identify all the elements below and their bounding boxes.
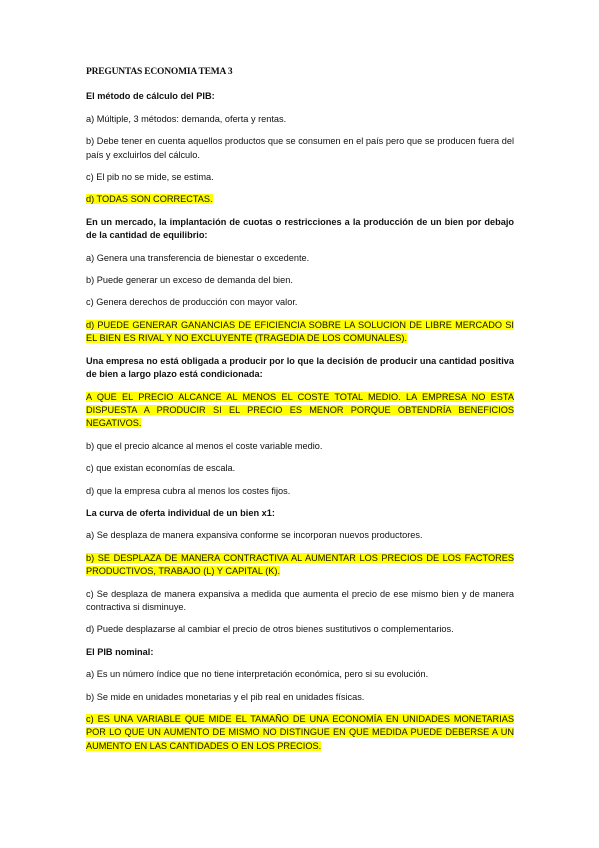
answer-option bbox=[86, 296, 514, 309]
answer-option bbox=[86, 252, 514, 265]
question-text: El PIB nominal: bbox=[86, 646, 154, 657]
option-text: a) Múltiple, 3 métodos: demanda, oferta y rentas. bbox=[86, 113, 287, 124]
answer-option bbox=[86, 588, 514, 615]
option-text: b) que el precio alcance al menos el coste variable medio. bbox=[86, 440, 323, 451]
question-text: En un mercado, la implantación de cuotas o restricciones a la producción de un bien por debajo de la cantidad de equilibrio: bbox=[86, 216, 514, 241]
correct-answer-option bbox=[86, 319, 514, 346]
option-text: d) PUEDE GENERAR GANANCIAS DE EFICIENCIA SOBRE LA SOLUCION DE LIBRE MERCADO SI EL BIEN ES RIVAL Y NO EXCLUYENTE (TRAGEDIA DE LOS COMUNALES). bbox=[86, 319, 514, 344]
answer-option bbox=[86, 274, 514, 287]
option-text: a) Es un número índice que no tiene interpretación económica, pero si su evolución. bbox=[86, 669, 429, 680]
option-text: a) Genera una transferencia de bienestar o excedente. bbox=[86, 252, 310, 263]
question-text: La curva de oferta individual de un bien x1: bbox=[86, 507, 275, 518]
option-text: c) ES UNA VARIABLE QUE MIDE EL TAMAÑO DE UNA ECONOMÍA EN UNIDADES MONETARIAS POR LO QUE UN AUMENTO DE MISMO NO DISTINGUE EN QUE MEDIDA PUEDE DEBERSE A UN AUMENTO EN LAS CANTIDADES O EN LOS PRECIOS. bbox=[86, 714, 514, 751]
option-text: d) que la empresa cubra al menos los costes fijos. bbox=[86, 485, 291, 496]
option-text: b) Debe tener en cuenta aquellos productos que se consumen en el país pero que se producen fuera del país y excluirlos del cálculo. bbox=[86, 136, 514, 160]
answer-option bbox=[86, 623, 514, 636]
answer-option bbox=[86, 440, 514, 453]
option-text: A QUE EL PRECIO ALCANCE AL MENOS EL COSTE TOTAL MEDIO. LA EMPRESA NO ESTA DISPUESTA A PRODUCIR SI EL PRECIO ES MENOR PORQUE OBTENDRÍA BENEFICIOS NEGATIVOS. bbox=[86, 391, 514, 429]
option-text: c) Se desplaza de manera expansiva a medida que aumenta el precio de ese mismo bien y de manera contractiva si disminuye. bbox=[86, 588, 514, 612]
question-list bbox=[86, 90, 514, 753]
question-text: El método de cálculo del PIB: bbox=[86, 91, 215, 102]
answer-option bbox=[86, 668, 514, 681]
answer-option bbox=[86, 485, 514, 498]
document-title: PREGUNTAS ECONOMIA TEMA 3 bbox=[86, 67, 233, 77]
answer-option bbox=[86, 529, 514, 542]
option-text: c) Genera derechos de producción con mayor valor. bbox=[86, 297, 298, 308]
question-text: Una empresa no está obligada a producir por lo que la decisión de producir una cantidad positiva de bien a largo plazo está condicionada: bbox=[86, 355, 514, 380]
option-text: b) Puede generar un exceso de demanda del bien. bbox=[86, 275, 293, 286]
correct-answer-option bbox=[86, 193, 514, 206]
option-text: c) que existan economías de escala. bbox=[86, 463, 236, 474]
correct-answer-option bbox=[86, 713, 514, 753]
answer-option bbox=[86, 691, 514, 704]
correct-answer-option bbox=[86, 552, 514, 579]
option-text: a) Se desplaza de manera expansiva conforme se incorporan nuevos productores. bbox=[86, 530, 423, 541]
answer-option bbox=[86, 135, 514, 162]
option-text: c) El pib no se mide, se estima. bbox=[86, 172, 214, 183]
answer-option bbox=[86, 171, 514, 184]
option-text: d) TODAS SON CORRECTAS. bbox=[86, 194, 213, 205]
answer-option bbox=[86, 462, 514, 475]
option-text: b) SE DESPLAZA DE MANERA CONTRACTIVA AL AUMENTAR LOS PRECIOS DE LOS FACTORES PRODUCTIVOS, TRABAJO (L) Y CAPITAL (K). bbox=[86, 552, 514, 577]
document-body bbox=[86, 66, 514, 762]
correct-answer-option bbox=[86, 391, 514, 431]
option-text: b) Se mide en unidades monetarias y el pib real en unidades físicas. bbox=[86, 691, 365, 702]
answer-option bbox=[86, 113, 514, 126]
option-text: d) Puede desplazarse al cambiar el precio de otros bienes sustitutivos o complementarios. bbox=[86, 624, 454, 635]
